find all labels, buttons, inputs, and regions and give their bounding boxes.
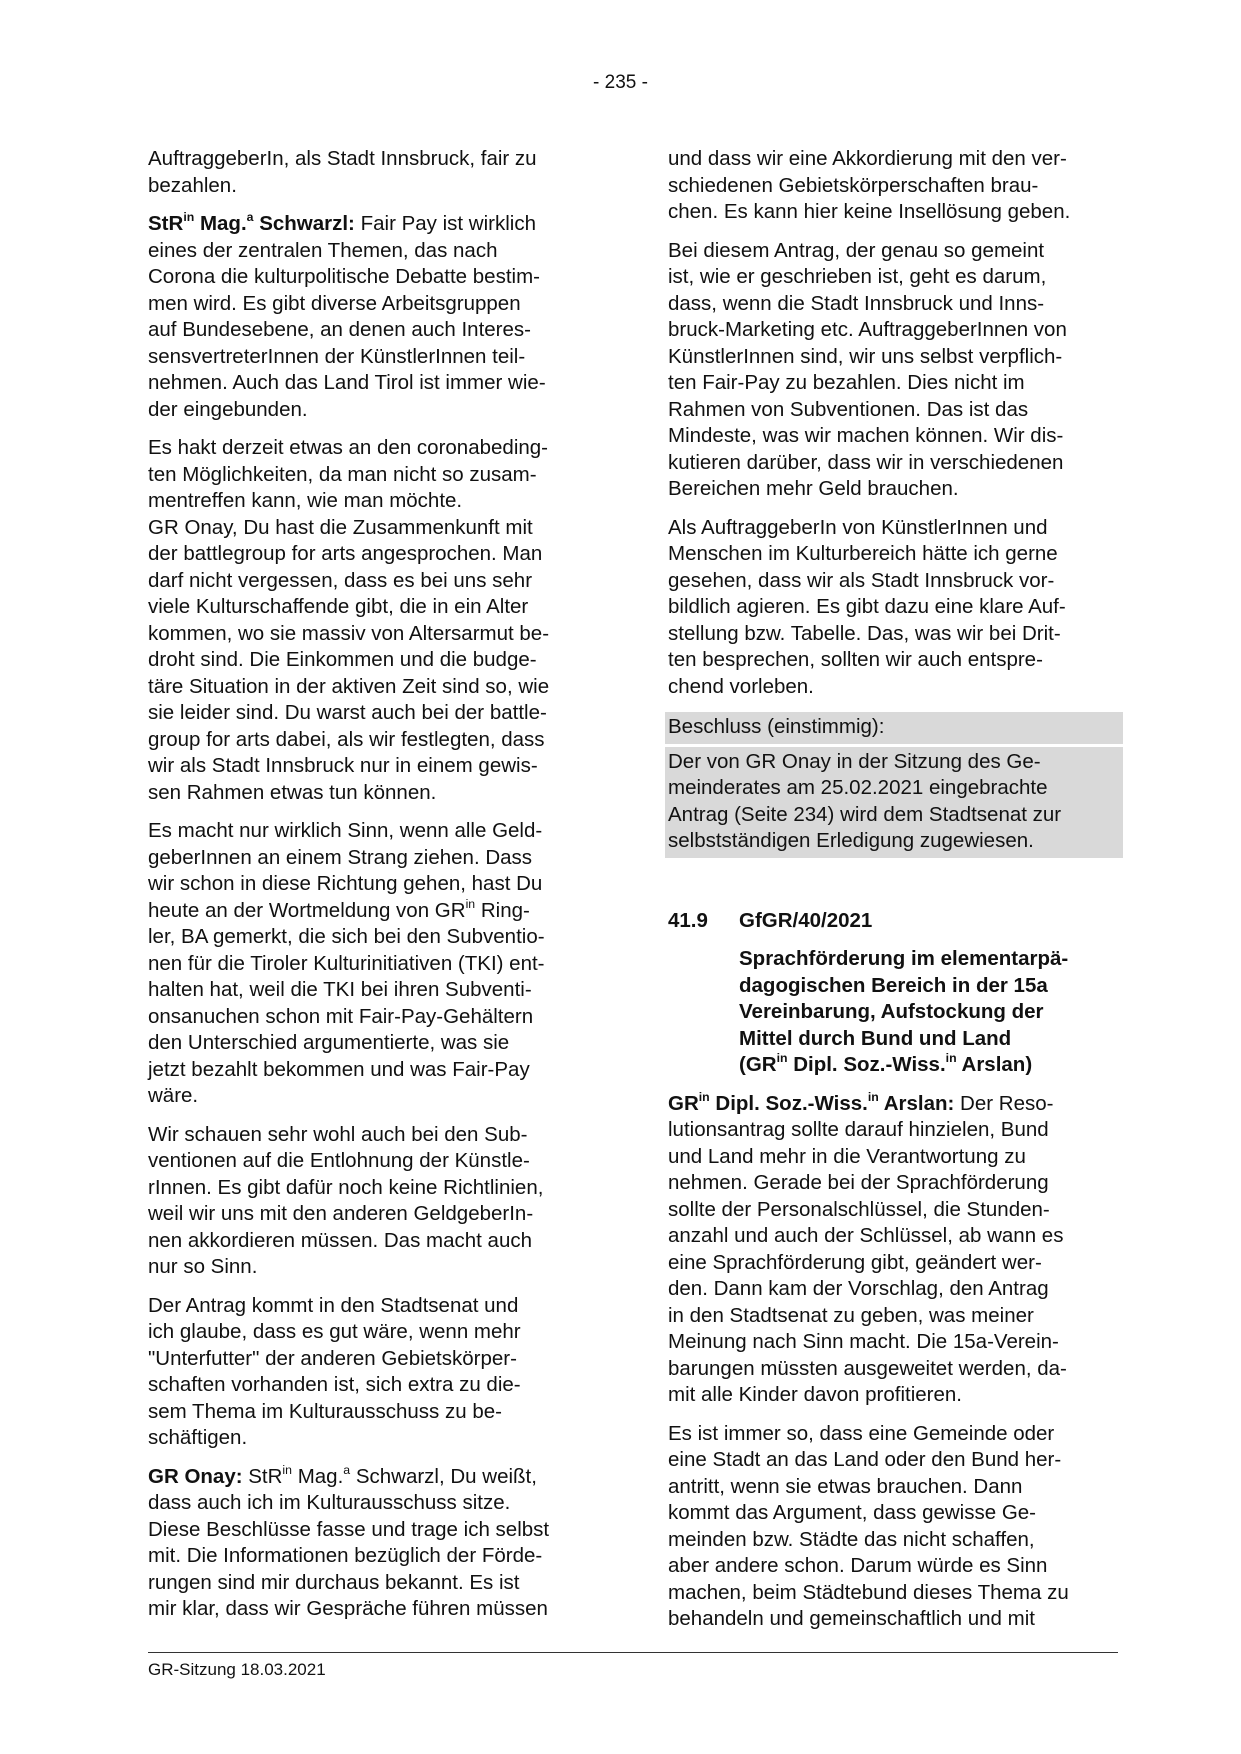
paragraph-line: darf nicht vergessen, dass es bei uns sehr <box>148 568 533 592</box>
paragraph-line: nur so Sinn. <box>148 1255 258 1278</box>
paragraph <box>668 515 1118 701</box>
paragraph-line: ten besprechen, sollten wir auch entspre- <box>668 648 1043 671</box>
agenda-item <box>668 908 1118 1079</box>
paragraph-line: meinderates am 25.02.2021 eingebrachte <box>668 776 1048 799</box>
paragraph-line: dass, wenn die Stadt Innsbruck und Inns- <box>668 291 1045 315</box>
paragraph-line: rInnen. Es gibt dafür noch keine Richtlinien, <box>148 1175 544 1199</box>
paragraph <box>668 1421 1118 1633</box>
paragraph-line: schäftigen. <box>148 1426 248 1449</box>
paragraph-line: sollte der Personalschlüssel, die Stunden- <box>668 1197 1050 1221</box>
paragraph <box>668 1091 1118 1409</box>
paragraph-line: dagogischen Bereich in der 15a <box>739 973 1048 997</box>
paragraph-line: onsanuchen schon mit Fair-Pay-Gehältern <box>148 1004 534 1028</box>
paragraph-line: Mindeste, was wir machen können. Wir dis- <box>668 424 1064 447</box>
paragraph <box>148 1122 598 1281</box>
paragraph-line: behandeln und gemeinschaftlich und mit <box>668 1607 1035 1630</box>
agenda-code: GfGR/40/2021 <box>739 908 873 932</box>
speaker-name: StR$^{in}$ Mag.$^a$ Schwarzl: <box>148 209 355 235</box>
right-column <box>668 146 1118 1645</box>
paragraph-line: geberInnen an einem Strang ziehen. Dass <box>148 845 533 869</box>
paragraph-line: ler, BA gemerkt, die sich bei den Subventio- <box>148 925 545 948</box>
paragraph-line: nen für die Tiroler Kulturinitiativen (TKI) ent- <box>148 951 545 975</box>
paragraph-line: KünstlerInnen sind, wir uns selbst verpflich- <box>668 344 1063 368</box>
paragraph-line: chen. Es kann hier keine Insellösung geben. <box>668 200 1071 223</box>
paragraph-line: Corona die kulturpolitische Debatte bestim- <box>148 265 540 288</box>
paragraph-line: Menschen im Kulturbereich hätte ich gerne <box>668 542 1058 565</box>
paragraph-line: viele Kulturschaffende gibt, die in ein Alter <box>148 595 529 618</box>
paragraph-line: Es hakt derzeit etwas an den coronabeding- <box>148 436 549 459</box>
paragraph-line: ich glaube, dass es gut wäre, wenn mehr <box>148 1320 521 1343</box>
paragraph-line: kommen, wo sie massiv von Altersarmut be- <box>148 621 550 645</box>
footer-text: GR-Sitzung 18.03.2021 <box>148 1660 326 1679</box>
paragraph-line: Bei diesem Antrag, der genau so gemeint <box>668 238 1045 262</box>
paragraph-line: Rahmen von Subventionen. Das ist das <box>668 397 1029 421</box>
paragraph <box>668 238 1118 503</box>
paragraph-line: der eingebunden. <box>148 397 308 421</box>
paragraph-line: group for arts dabei, als wir festlegten, dass <box>148 727 545 751</box>
paragraph-line: mit alle Kinder davon profitieren. <box>668 1383 962 1406</box>
resolution-text-box <box>665 747 1123 858</box>
paragraph-line: heute an der Wortmeldung von $GR^{in}$ Ring- <box>148 896 530 922</box>
paragraph-line: nehmen. Auch das Land Tirol ist immer wie- <box>148 371 546 394</box>
paragraph-line: täre Situation in der aktiven Zeit sind so, wie <box>148 674 550 698</box>
paragraph-line: AuftraggeberIn, als Stadt Innsbruck, fair zu <box>148 147 537 170</box>
paragraph-line: Als AuftraggeberIn von KünstlerInnen und <box>668 515 1048 539</box>
paragraph-line: wir als Stadt Innsbruck nur in einem gewis- <box>148 754 538 777</box>
paragraph-line: antritt, wenn sie etwas brauchen. Dann <box>668 1474 1023 1498</box>
paragraph-line: Es macht nur wirklich Sinn, wenn alle Geld- <box>148 819 543 842</box>
paragraph-line: ten Möglichkeiten, da man nicht so zusam- <box>148 462 537 486</box>
paragraph-line: aber andere schon. Darum würde es Sinn <box>668 1554 1048 1577</box>
paragraph-line: Diese Beschlüsse fasse und trage ich selbst <box>148 1517 550 1541</box>
paragraph-line: selbstständigen Erledigung zugewiesen. <box>668 829 1034 852</box>
paragraph-line: anzahl und auch der Schlüssel, ab wann es <box>668 1224 1064 1247</box>
paragraph-line: ten Fair-Pay zu bezahlen. Dies nicht im <box>668 371 1025 394</box>
paragraph-line: mentreffen kann, wie man möchte. <box>148 489 463 512</box>
paragraph <box>148 1293 598 1452</box>
paragraph-line: kutieren darüber, dass wir in verschiedenen <box>668 450 1064 474</box>
paragraph <box>148 146 598 199</box>
paragraph-line: ventionen auf die Entlohnung der Künstle- <box>148 1149 530 1172</box>
paragraph <box>668 146 1118 226</box>
paragraph-line: Sprachförderung im elementarpä- <box>739 947 1069 970</box>
paragraph-line: Vereinbarung, Aufstockung der <box>739 1000 1044 1023</box>
paragraph-line: GR Onay, Du hast die Zusammenkunft mit <box>148 515 533 539</box>
paragraph-line: sem Thema im Kulturausschuss zu be- <box>148 1399 502 1423</box>
paragraph-line: jetzt bezahlt bekommen und was Fair-Pay <box>148 1057 530 1081</box>
paragraph <box>148 435 598 806</box>
paragraph-line: $GR^{in}$ Dipl. Soz.-Wiss.$^{in}$ Arslan: Der Reso- <box>668 1089 1054 1115</box>
paragraph-line: bezahlen. <box>148 173 237 197</box>
paragraph-line: sen Rahmen etwas tun können. <box>148 780 437 804</box>
paragraph-line: rungen sind mir durchaus bekannt. Es ist <box>148 1570 520 1594</box>
paragraph-line: sie leider sind. Du warst auch bei der battle- <box>148 701 547 724</box>
paragraph-line: den Unterschied argumentierte, was sie <box>148 1031 510 1054</box>
paragraph-line: barungen müssten ausgeweitet werden, da- <box>668 1356 1067 1380</box>
paragraph-line: auf Bundesebene, an denen auch Interes- <box>148 318 531 341</box>
paragraph-line: "Unterfutter" der anderen Gebietskörper- <box>148 1346 517 1370</box>
paragraph-line: StR$^{in}$ Mag.$^a$ Schwarzl: Fair Pay ist wirklich <box>148 209 536 235</box>
paragraph-line: bruck-Marketing etc. AuftraggeberInnen von <box>668 318 1067 341</box>
paragraph-line: und Land mehr in die Verantwortung zu <box>668 1144 1026 1168</box>
paragraph-line: GR Onay: StR$^{in}$ Mag.$^a$ Schwarzl, Du weißt, <box>148 1462 537 1488</box>
paragraph-line: bildlich agieren. Es gibt dazu eine klare Auf- <box>668 595 1066 618</box>
paragraph-line: lutionsantrag sollte darauf hinzielen, Bund <box>668 1118 1049 1141</box>
paragraph-line: in den Stadtsenat zu geben, was meiner <box>668 1303 1034 1327</box>
paragraph-line: mir klar, dass wir Gespräche führen müssen <box>148 1597 548 1620</box>
paragraph-line: machen, beim Städtebund dieses Thema zu <box>668 1580 1069 1604</box>
paragraph <box>148 818 598 1110</box>
footer-divider <box>148 1652 1118 1653</box>
agenda-title <box>739 946 1118 1079</box>
paragraph-line: schiedenen Gebietskörperschaften brau- <box>668 173 1039 197</box>
paragraph-line: droht sind. Die Einkommen und die budge- <box>148 648 537 671</box>
paragraph-line: nehmen. Gerade bei der Sprachförderung <box>668 1171 1049 1194</box>
speaker-name: $GR^{in}$ Dipl. Soz.-Wiss.$^{in}$ Arslan: <box>668 1089 955 1115</box>
paragraph-line: nen akkordieren müssen. Das macht auch <box>148 1228 533 1252</box>
paragraph-line: meinden bzw. Städte das nicht schaffen, <box>668 1527 1035 1551</box>
paragraph-line: den. Dann kam der Vorschlag, den Antrag <box>668 1277 1049 1300</box>
paragraph <box>148 1464 598 1623</box>
paragraph-line: der battlegroup for arts angesprochen. Man <box>148 542 543 565</box>
paragraph-line: gesehen, dass wir als Stadt Innsbruck vor- <box>668 568 1055 592</box>
paragraph-line: Antrag (Seite 234) wird dem Stadtsenat zur <box>668 802 1062 826</box>
paragraph-line: und dass wir eine Akkordierung mit den ver- <box>668 147 1067 170</box>
paragraph-line: Es ist immer so, dass eine Gemeinde oder <box>668 1421 1055 1445</box>
paragraph-line: eine Stadt an das Land oder den Bund her- <box>668 1448 1062 1471</box>
paragraph-line: halten hat, weil die TKI bei ihren Subventi- <box>148 978 532 1001</box>
paragraph-line: Mittel durch Bund und Land <box>739 1026 1012 1050</box>
paragraph-line: sensvertreterInnen der KünstlerInnen teil- <box>148 344 526 368</box>
paragraph-line: Der Antrag kommt in den Stadtsenat und <box>148 1293 519 1317</box>
paragraph-line: schaften vorhanden ist, sich extra zu die- <box>148 1373 521 1396</box>
paragraph-line: eines der zentralen Themen, das nach <box>148 238 498 262</box>
paragraph-line: Bereichen mehr Geld brauchen. <box>668 477 959 500</box>
paragraph-line: weil wir uns mit den anderen GeldgeberIn- <box>148 1202 534 1225</box>
paragraph-line: kommt das Argument, dass gewisse Ge- <box>668 1501 1037 1524</box>
resolution-label-box <box>665 712 1123 744</box>
paragraph-line: mit. Die Informationen bezüglich der Förde- <box>148 1544 543 1567</box>
paragraph-line: wäre. <box>148 1084 199 1107</box>
resolution-label: Beschluss (einstimmig): <box>668 715 885 738</box>
paragraph-line: men wird. Es gibt diverse Arbeitsgruppen <box>148 291 521 315</box>
paragraph-line: eine Sprachförderung gibt, geändert wer- <box>668 1250 1042 1274</box>
agenda-title-line: ($GR^{in}$ Dipl. Soz.-Wiss.$^{in}$ Arslan) <box>739 1050 1033 1076</box>
paragraph <box>148 211 598 423</box>
paragraph-line: Wir schauen sehr wohl auch bei den Sub- <box>148 1122 528 1146</box>
paragraph-line: dass auch ich im Kulturausschuss sitze. <box>148 1491 511 1514</box>
left-column <box>148 146 598 1635</box>
paragraph-line: wir schon in diese Richtung gehen, hast Du <box>148 872 543 895</box>
paragraph-line: ist, wie er geschrieben ist, geht es darum, <box>668 265 1047 288</box>
agenda-number: 41.9 <box>668 908 708 932</box>
paragraph-line: chend vorleben. <box>668 674 814 698</box>
paragraph-line: stellung bzw. Tabelle. Das, was wir bei Drit- <box>668 621 1061 645</box>
page-number: - 235 - <box>593 72 648 93</box>
speaker-name: GR Onay: <box>148 1464 243 1488</box>
paragraph-line: Der von GR Onay in der Sitzung des Ge- <box>668 749 1041 773</box>
paragraph-line: Meinung nach Sinn macht. Die 15a-Verein- <box>668 1330 1059 1353</box>
